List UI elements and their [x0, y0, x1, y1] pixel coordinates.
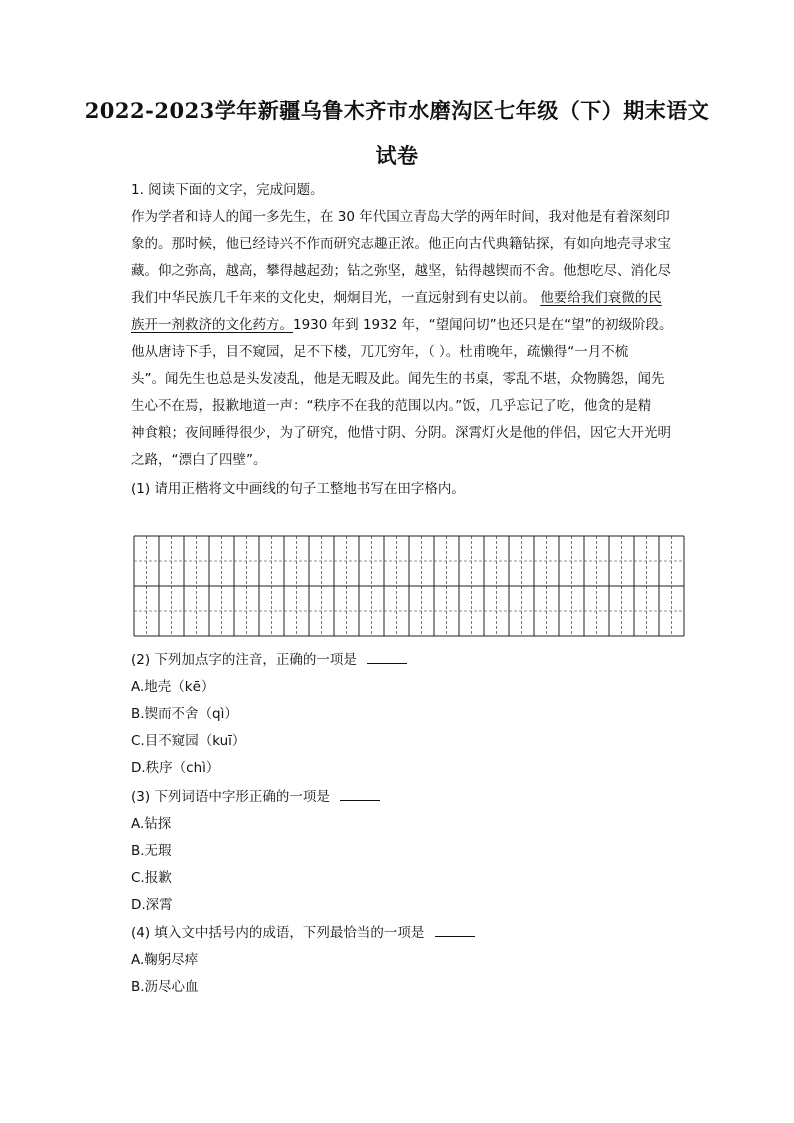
option-c[interactable]: C.报歉: [131, 870, 172, 886]
passage-text: 我们中华民族几千年来的文化史，炯炯目光，一直远射到有史以前。: [131, 290, 541, 306]
underlined-sentence: 族开一剂救济的文化药方。: [131, 317, 293, 333]
option-d[interactable]: D.秩序（chì）: [131, 760, 220, 776]
passage-text: 1930 年到 1932 年，“望闻问切”也还只是在“望”的初级阶段。: [293, 317, 673, 333]
passage-line: 藏。仰之弥高，越高，攀得越起劲；钻之弥坚，越坚，钻得越锲而不舍。他想吃尽、消化尽: [131, 263, 671, 279]
passage-line: 生心不在焉，报歉地道一声：“秩序不在我的范围以内。”饭，几乎忘记了吃，他贪的是精: [131, 398, 652, 414]
option-b[interactable]: B.锲而不舍（qì）: [131, 706, 238, 722]
passage-line: 作为学者和诗人的闻一多先生，在 30 年代国立青岛大学的两年时间，我对他是有着深刻印: [131, 209, 670, 225]
passage-line: 之路，“漂白了四壁”。: [131, 452, 267, 468]
option-a[interactable]: A.地壳（kē）: [131, 679, 215, 695]
sub-question-4-stem: [131, 923, 475, 943]
passage-line: 头”。闻先生也总是头发凌乱，他是无暇及此。闻先生的书桌，零乱不堪，众物腾怨，闻先: [131, 371, 665, 387]
underlined-sentence: 他要给我们衰微的民: [540, 290, 662, 306]
passage-line: [131, 288, 662, 308]
answer-blank[interactable]: [435, 924, 475, 937]
option-b[interactable]: B.沥尽心血: [131, 979, 199, 995]
option-a[interactable]: A.钻探: [131, 816, 172, 832]
stem-text: (2) 下列加点字的注音，正确的一项是: [131, 652, 362, 668]
sub-question-3-stem: [131, 787, 380, 807]
answer-blank[interactable]: [340, 788, 380, 801]
option-c[interactable]: C.目不窥园（kuī）: [131, 733, 246, 749]
passage-line: 象的。那时候，他已经诗兴不作而研究志趣正浓。他正向古代典籍钻探，有如向地壳寻求宝: [131, 236, 671, 252]
passage-line: 神食粮；夜间睡得很少，为了研究，他惜寸阴、分阴。深霄灯火是他的伴侣，因它大开光明: [131, 425, 671, 441]
option-d[interactable]: D.深霄: [131, 897, 173, 913]
sub-question-1-stem: (1) 请用正楷将文中画线的句子工整地书写在田字格内。: [131, 481, 465, 497]
passage-line: 他从唐诗下手，目不窥园，足不下楼，兀兀穷年，（ ）。杜甫晚年，疏懒得“一月不梳: [131, 344, 629, 360]
answer-blank[interactable]: [367, 651, 407, 664]
question-1-prompt: 1. 阅读下面的文字，完成问题。: [131, 182, 324, 198]
option-a[interactable]: A.鞠躬尽瘁: [131, 952, 199, 968]
stem-text: (3) 下列词语中字形正确的一项是: [131, 789, 335, 805]
tianzige-writing-grid[interactable]: [133, 535, 685, 637]
page-title-line-2: 试卷: [375, 143, 419, 168]
option-b[interactable]: B.无瑕: [131, 843, 172, 859]
page-title-line-1: 2022-2023学年新疆乌鲁木齐市水磨沟区七年级（下）期末语文: [84, 98, 710, 123]
stem-text: (4) 填入文中括号内的成语，下列最恰当的一项是: [131, 925, 429, 941]
sub-question-2-stem: [131, 650, 407, 670]
passage-line: [131, 315, 673, 335]
